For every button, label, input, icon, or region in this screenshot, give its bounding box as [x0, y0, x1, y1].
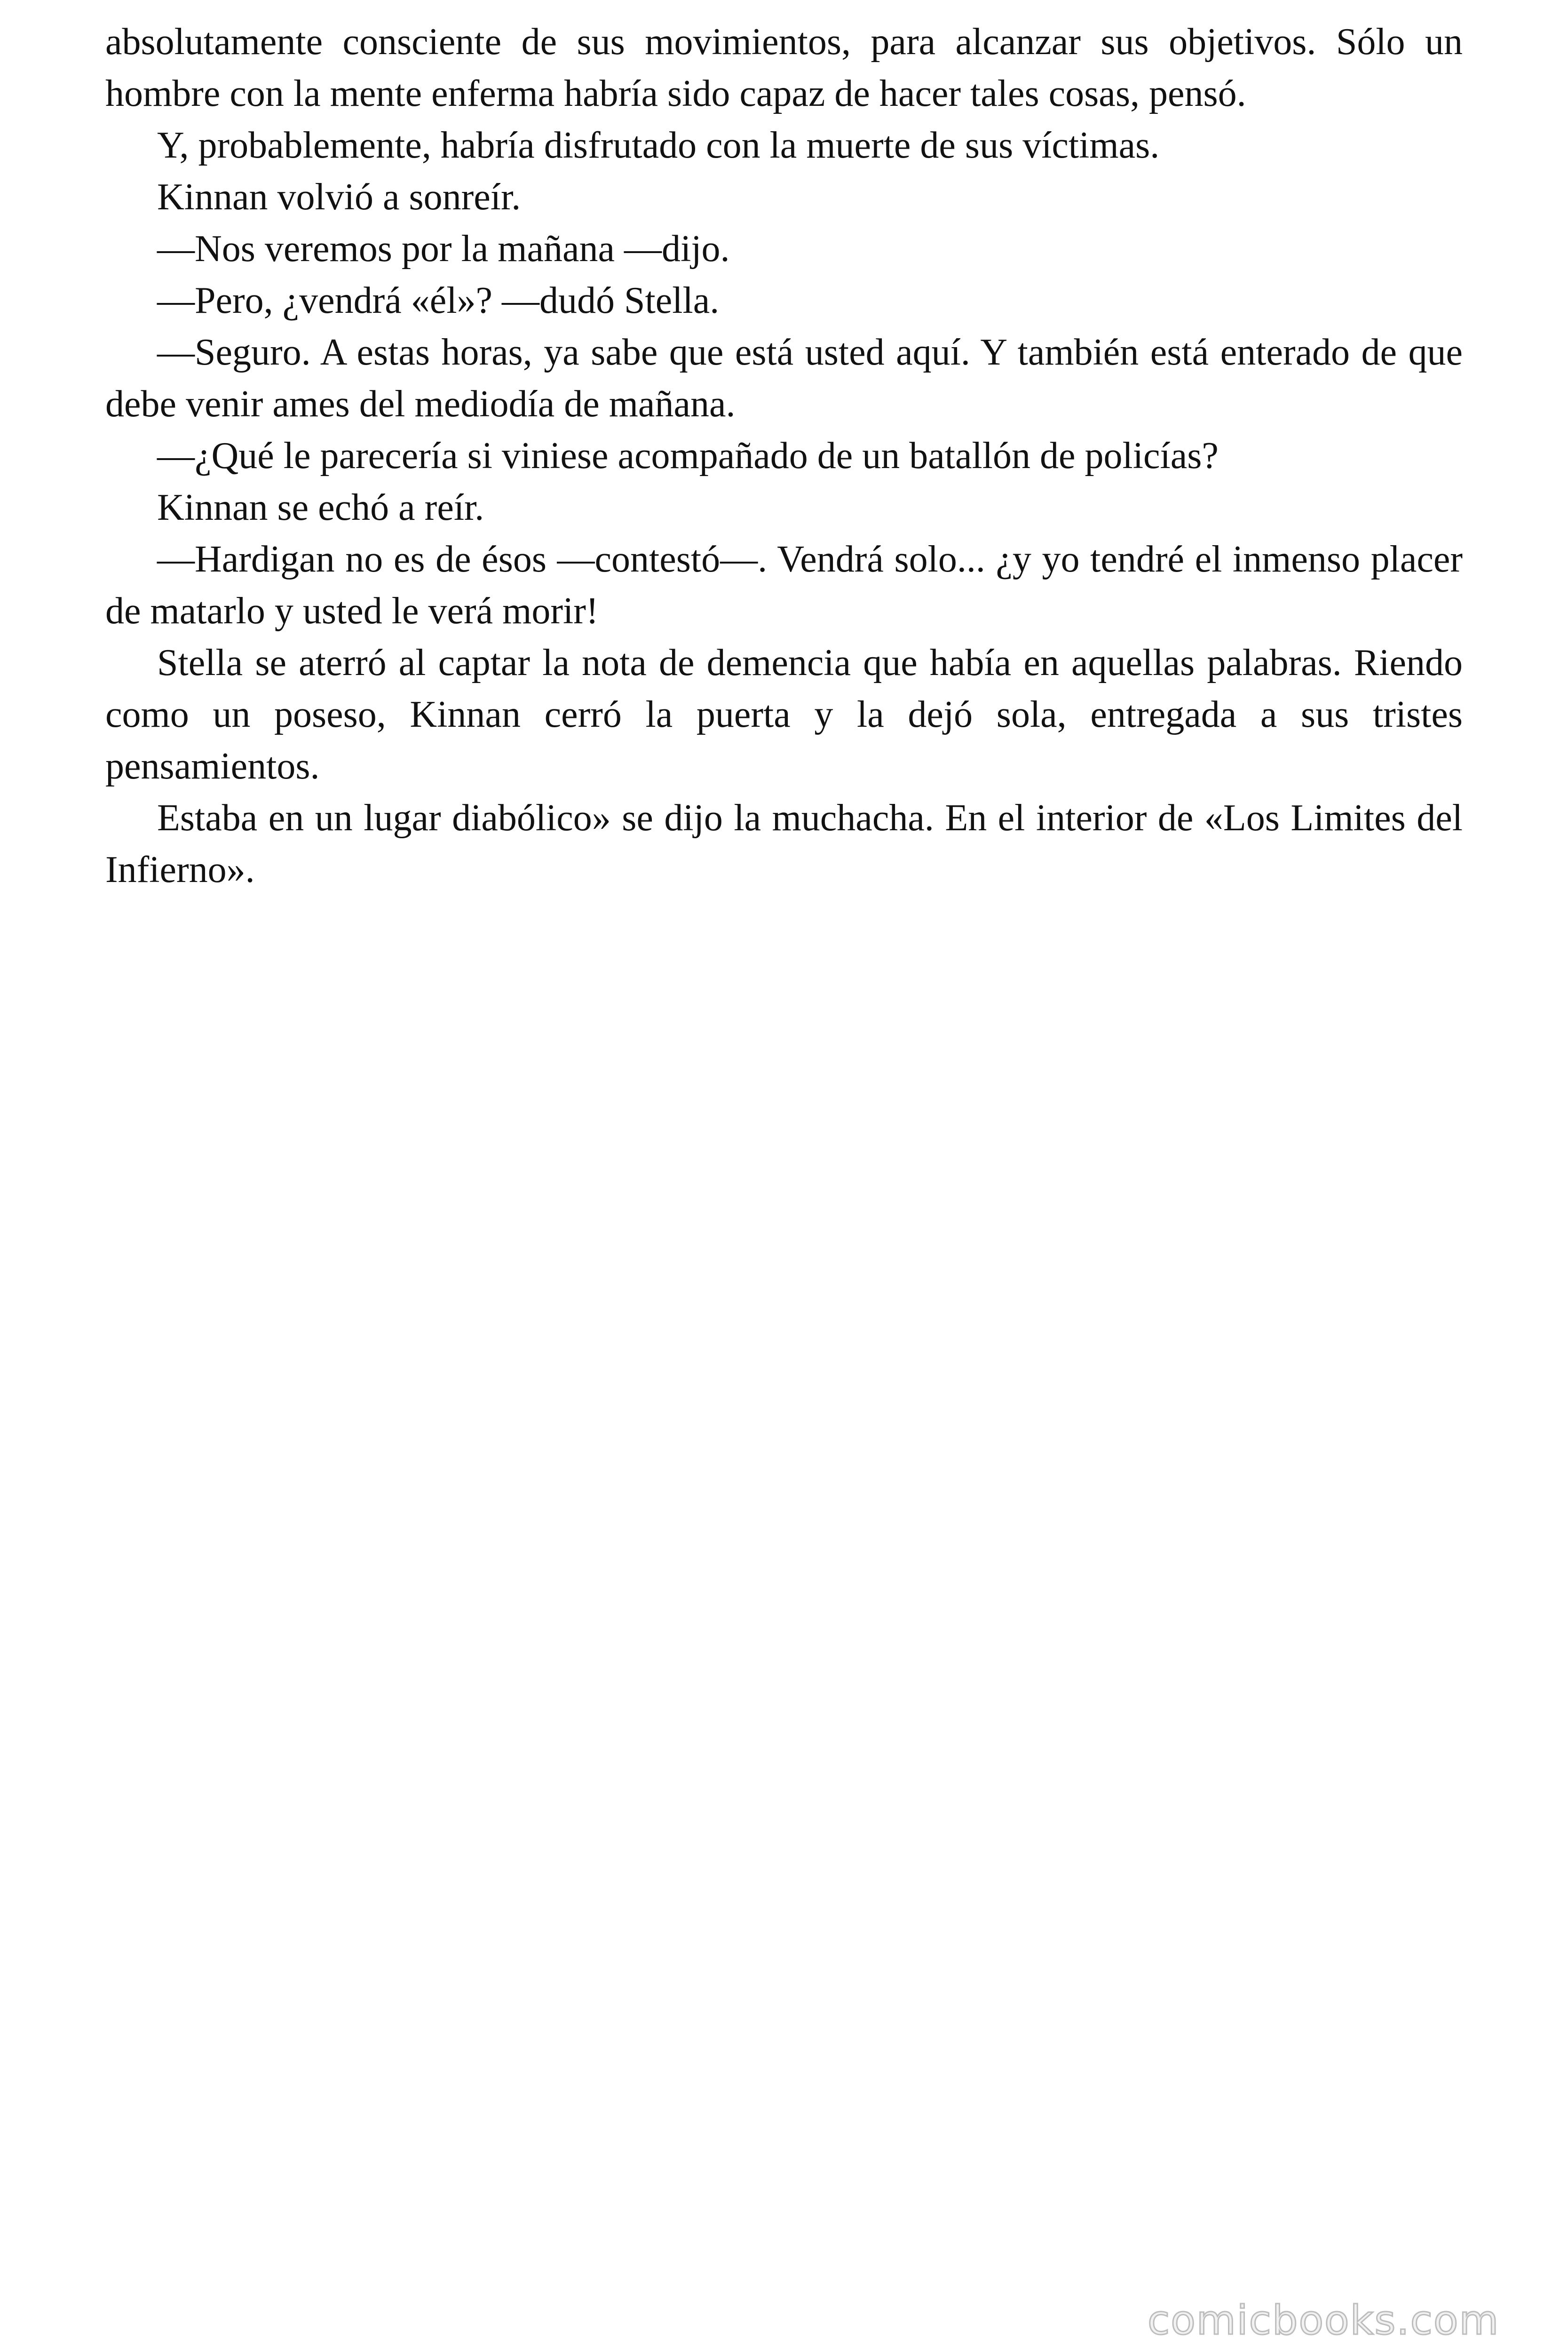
paragraph-4: —Nos veremos por la mañana —dijo. [157, 228, 730, 270]
paragraph-10: Stella se aterró al captar la nota de demencia que había en aquellas palabras. Riendo como un poseso, Kinnan cerró la puerta y la dejó sola, entregada a sus tristes pensamientos. [105, 642, 1463, 787]
paragraph-2: Y, probablemente, habría disfrutado con la muerte de sus víctimas. [157, 125, 1160, 166]
paragraph-8: Kinnan se echó a reír. [157, 487, 484, 528]
paragraph-3: Kinnan volvió a sonreír. [157, 176, 521, 218]
paragraph-6: —Seguro. A estas horas, ya sabe que está usted aquí. Y también está enterado de que debe venir ames del mediodía de mañana. [105, 332, 1463, 425]
paragraph-5: —Pero, ¿vendrá «él»? —dudó Stella. [157, 280, 720, 321]
paragraph-11: Estaba en un lugar diabólico» se dijo la muchacha. En el interior de «Los Limites del Infierno». [105, 797, 1463, 890]
body-text [105, 16, 1463, 896]
watermark: comicbooks.com [1148, 2297, 1500, 2344]
paragraph-1: absolutamente consciente de sus movimientos, para alcanzar sus objetivos. Sólo un hombre con la mente enferma habría sido capaz de hacer tales cosas, pensó. [105, 21, 1463, 114]
paragraph-9: —Hardigan no es de ésos —contestó—. Vendrá solo... ¿y yo tendré el inmenso placer de matarlo y usted le verá morir! [105, 539, 1463, 632]
paragraph-7: —¿Qué le parecería si viniese acompañado de un batallón de policías? [157, 435, 1219, 477]
